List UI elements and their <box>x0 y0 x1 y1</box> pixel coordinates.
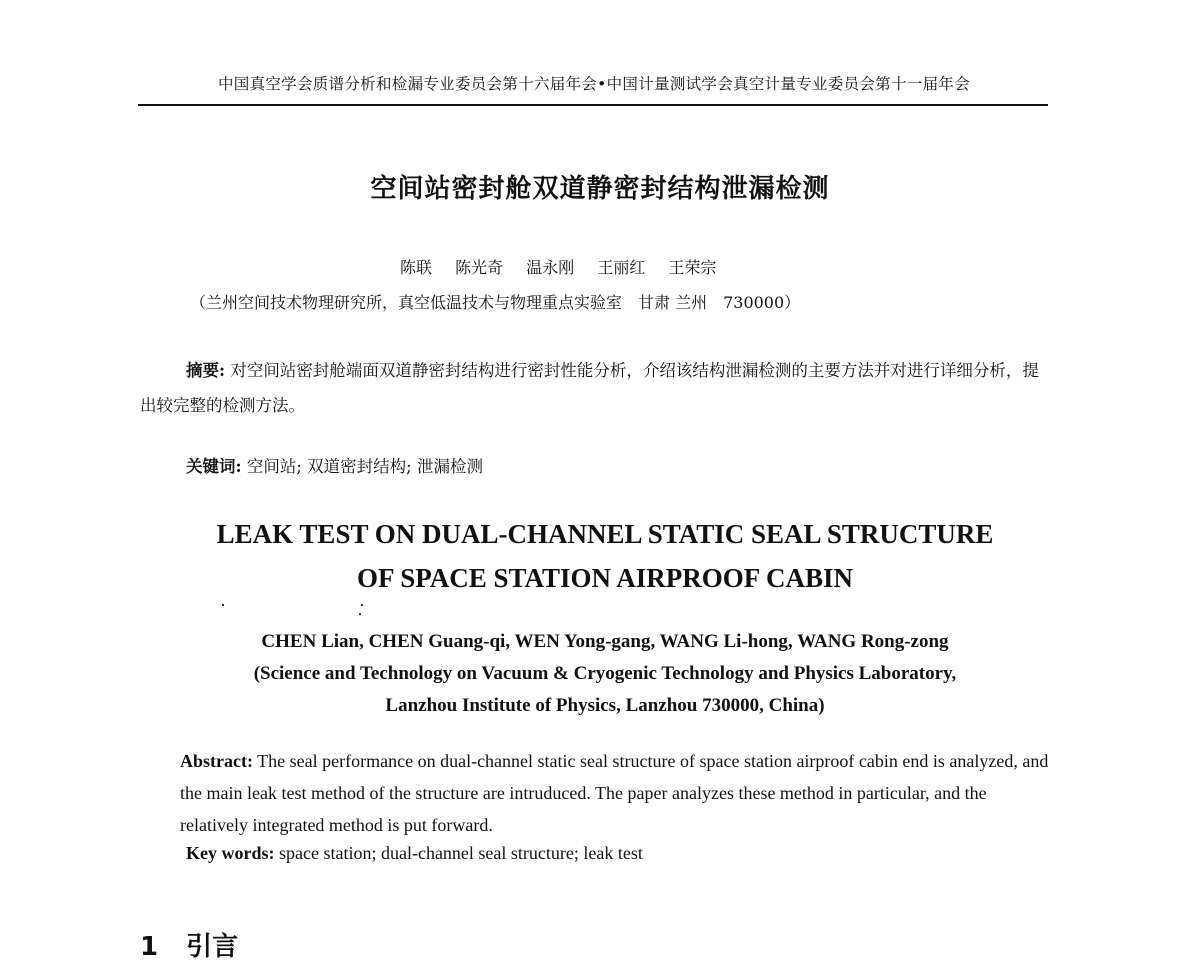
chinese-abstract <box>140 353 1050 423</box>
section-number: 1 <box>140 932 159 962</box>
keywords-text: space station; dual-channel seal structure; leak test <box>279 843 643 863</box>
chinese-authors <box>400 255 734 278</box>
author-name: 温永刚 <box>526 258 575 277</box>
chinese-affiliation: （兰州空间技术物理研究所，真空低温技术与物理重点实验室 甘肃 兰州 730000） <box>190 293 801 312</box>
running-header: 中国真空学会质谱分析和检漏专业委员会第十六届年会•中国计量测试学会真空计量专业委员会第十一届年会 <box>217 75 971 93</box>
english-author-block <box>160 626 1050 722</box>
scan-speck <box>222 604 224 606</box>
section-heading <box>140 926 238 963</box>
english-affiliation-line: (Science and Technology on Vacuum & Cryogenic Technology and Physics Laboratory, <box>253 663 957 684</box>
abstract-text: The seal performance on dual-channel static seal structure of space station airproof cabin end is analyzed, and the main leak test method of the structure are intruduced. The paper analyzes these method in particular, and the relatively integrated method is put forward. <box>180 751 1049 835</box>
english-title-line: OF SPACE STATION AIRPROOF CABIN <box>356 563 854 593</box>
chinese-keywords <box>186 453 483 477</box>
english-affiliation-line: Lanzhou Institute of Physics, Lanzhou 730000, China) <box>385 695 825 716</box>
author-name: 陈联 <box>400 258 433 277</box>
scan-speck <box>359 613 361 615</box>
abstract-text: 对空间站密封舱端面双道静密封结构进行密封性能分析，介绍该结构泄漏检测的主要方法并对进行详细分析，提出较完整的检测方法。 <box>140 361 1039 415</box>
section-title: 引言 <box>186 932 239 962</box>
abstract-label: 摘要: <box>186 361 226 380</box>
english-title <box>160 512 1050 600</box>
english-title-line: LEAK TEST ON DUAL-CHANNEL STATIC SEAL STRUCTURE <box>216 519 994 549</box>
chinese-title: 空间站密封舱双道静密封结构泄漏检测 <box>370 174 830 204</box>
english-authors: CHEN Lian, CHEN Guang-qi, WEN Yong-gang, WANG Li-hong, WANG Rong-zong <box>261 631 949 652</box>
header-rule <box>138 104 1048 106</box>
abstract-label: Abstract: <box>180 751 253 771</box>
author-name: 王荣宗 <box>668 258 717 277</box>
english-abstract <box>180 745 1050 841</box>
author-name: 王丽红 <box>597 258 646 277</box>
keywords-label: 关键词: <box>186 457 242 476</box>
english-keywords <box>186 843 643 864</box>
scan-speck <box>361 604 363 606</box>
author-name: 陈光奇 <box>455 258 504 277</box>
keywords-label: Key words: <box>186 843 275 863</box>
keywords-text: 空间站; 双道密封结构; 泄漏检测 <box>246 457 483 476</box>
